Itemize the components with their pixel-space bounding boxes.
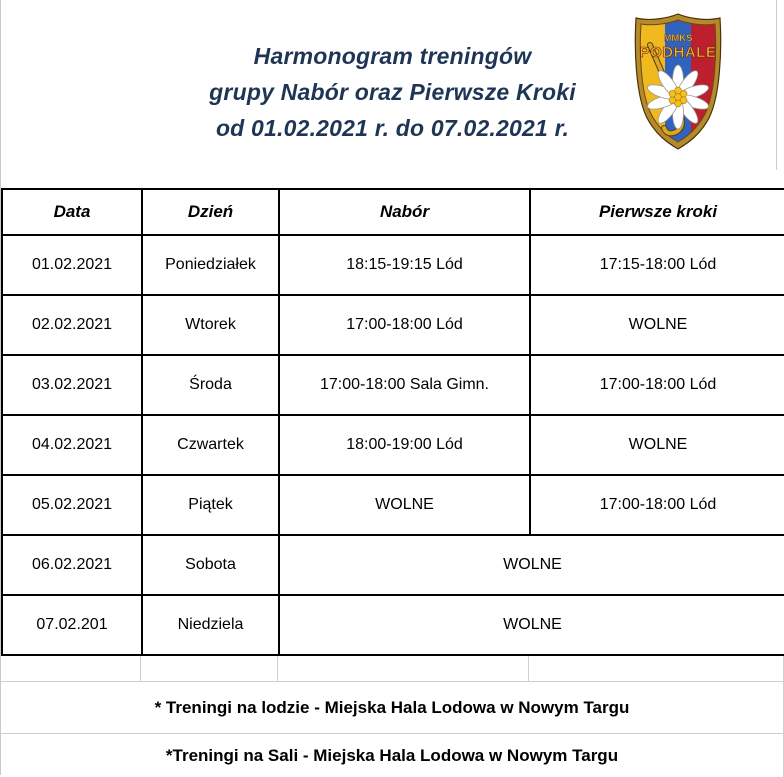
cell-date: 01.02.2021: [2, 235, 142, 295]
cell-day: Wtorek: [142, 295, 279, 355]
cell-nabor: 18:00-19:00 Lód: [279, 415, 530, 475]
cell-day: Poniedziałek: [142, 235, 279, 295]
cell-nabor: WOLNE: [279, 475, 530, 535]
footnote-ice-trainings: * Treningi na lodzie - Miejska Hala Lodowa w Nowym Targu: [1, 682, 784, 734]
shield-crest-icon: [632, 11, 724, 152]
empty-cell: [278, 656, 529, 681]
title-line-2: grupy Nabór oraz Pierwsze Kroki: [209, 79, 576, 105]
table-row: [2, 415, 784, 475]
logo-club-short: MMKS: [663, 33, 693, 44]
cell-date: 03.02.2021: [2, 355, 142, 415]
table-row: [2, 235, 784, 295]
cell-pierwsze-kroki: 17:15-18:00 Lód: [530, 235, 784, 295]
table-row: [2, 595, 784, 655]
footnote-gym-trainings: *Treningi na Sali - Miejska Hala Lodowa w Nowym Targu: [1, 734, 784, 777]
table-row: [2, 475, 784, 535]
cell-merged-wolne: WOLNE: [279, 595, 784, 655]
cell-day: Środa: [142, 355, 279, 415]
header-row: [2, 189, 784, 235]
table-row: [2, 535, 784, 595]
cell-pierwsze-kroki: WOLNE: [530, 415, 784, 475]
schedule-table: [1, 188, 784, 656]
cell-nabor: 18:15-19:15 Lód: [279, 235, 530, 295]
cell-date: 07.02.201: [2, 595, 142, 655]
col-header-pierwsze-kroki: Pierwsze kroki: [530, 189, 784, 235]
logo-club-name: PODHALE: [639, 44, 717, 61]
cell-date: 06.02.2021: [2, 535, 142, 595]
empty-cell: [141, 656, 278, 681]
empty-cell: [1, 656, 141, 681]
table-row: [2, 295, 784, 355]
empty-cell: [529, 656, 783, 681]
empty-row: [1, 656, 784, 682]
cell-pierwsze-kroki: 17:00-18:00 Lód: [530, 355, 784, 415]
cell-day: Czwartek: [142, 415, 279, 475]
col-header-day: Dzień: [142, 189, 279, 235]
cell-pierwsze-kroki: 17:00-18:00 Lód: [530, 475, 784, 535]
col-header-data: Data: [2, 189, 142, 235]
cell-pierwsze-kroki: WOLNE: [530, 295, 784, 355]
cell-day: Piątek: [142, 475, 279, 535]
table-row: [2, 355, 784, 415]
cell-day: Sobota: [142, 535, 279, 595]
club-logo: [632, 11, 724, 152]
title-line-1: Harmonogram treningów: [253, 43, 532, 69]
cell-date: 02.02.2021: [2, 295, 142, 355]
cell-nabor: 17:00-18:00 Sala Gimn.: [279, 355, 530, 415]
cell-day: Niedziela: [142, 595, 279, 655]
cell-date: 05.02.2021: [2, 475, 142, 535]
title-area: [1, 0, 784, 188]
cell-merged-wolne: WOLNE: [279, 535, 784, 595]
cell-date: 04.02.2021: [2, 415, 142, 475]
title-line-3: od 01.02.2021 r. do 07.02.2021 r.: [215, 115, 570, 141]
cell-nabor: 17:00-18:00 Lód: [279, 295, 530, 355]
col-header-nabor: Nabór: [279, 189, 530, 235]
